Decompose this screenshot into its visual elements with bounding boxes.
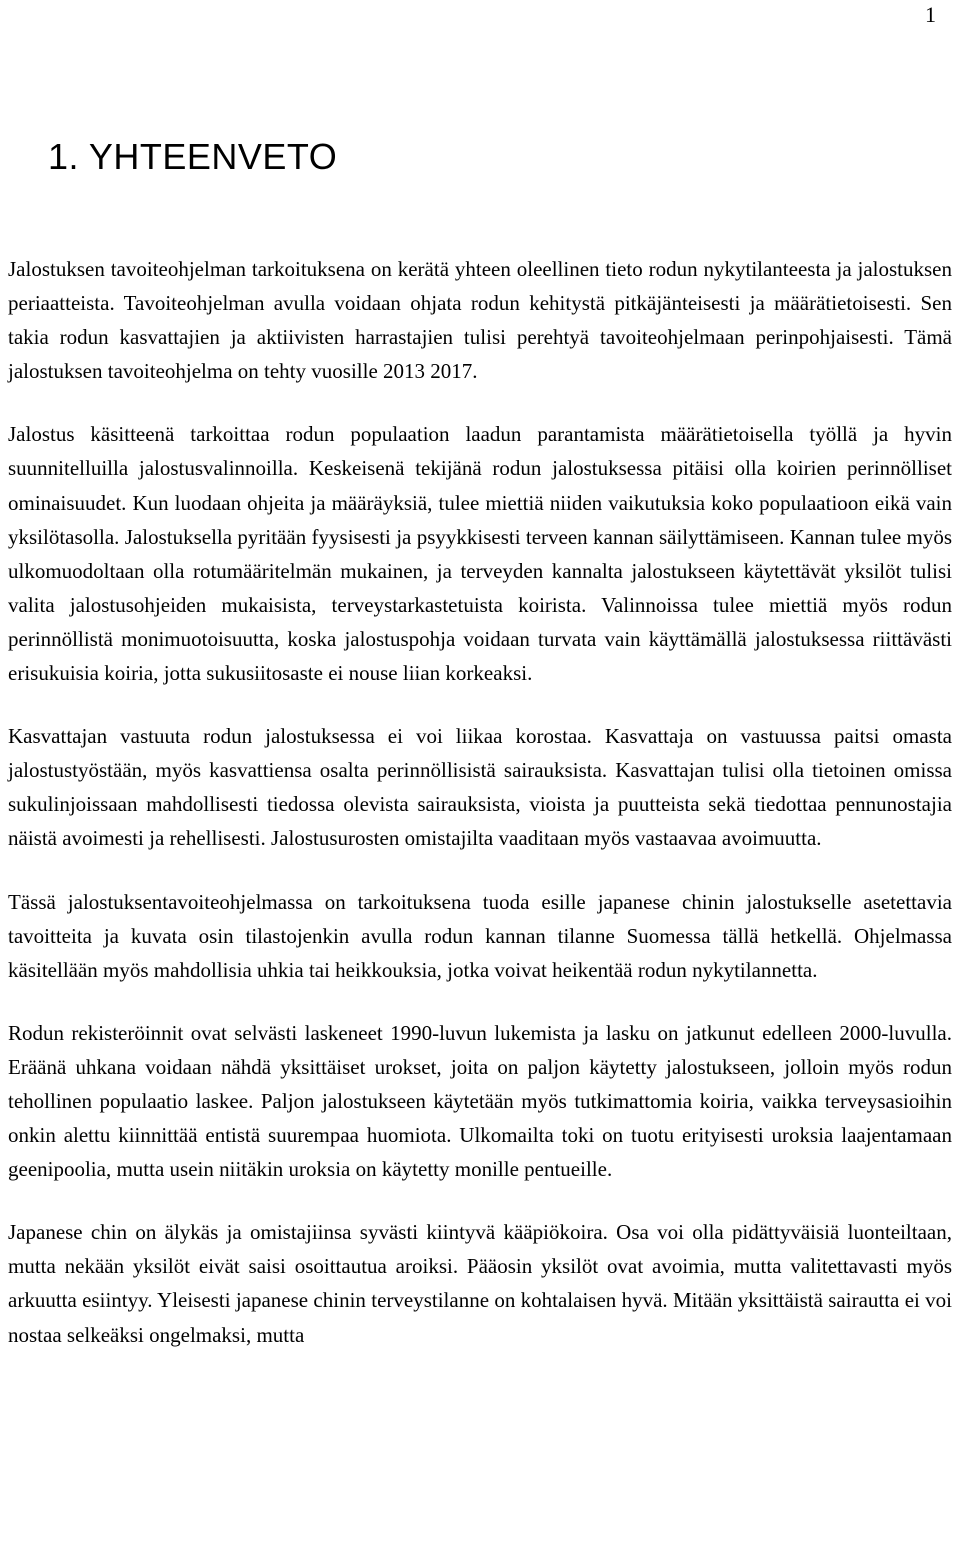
- page-number: 1: [925, 2, 936, 27]
- paragraph-purpose: Jalostuksen tavoiteohjelman tarkoituksena on kerätä yhteen oleellinen tieto rodun nykytilanteesta ja jalostuksen periaatteista. Tavoiteohjelman avulla voidaan ohjata rodun kehitystä pitkäjänteisesti ja määrätietoisesti. Sen takia rodun kasvattajien ja aktiivisten harrastajien tulisi perehtyä tavoiteohjelmaan perinpohjaisesti. Tämä jalostuksen tavoiteohjelma on tehty vuosille 2013 2017.: [8, 257, 952, 384]
- paragraph-breeder-responsibility: Kasvattajan vastuuta rodun jalostuksessa ei voi liikaa korostaa. Kasvattaja on vastuussa paitsi omasta jalostustyöstään, myös kasvattiensa osalta perinnöllisistä sairauksista. Kasvattajan tulisi olla tietoinen omissa sukulinjoissaan mahdollisesti tiedossa olevista sairauksista, vioista ja puutteista sekä tiedottaa pennunostajia näistä avoimesti ja rehellisesti. Jalostusurosten omistajilta vaaditaan myös vastaavaa avoimuutta.: [8, 724, 952, 851]
- summary-body: [8, 252, 952, 1352]
- paragraph-program-goals: Tässä jalostuksentavoiteohjelmassa on tarkoituksena tuoda esille japanese chinin jalostukselle asetettavia tavoitteita ja kuvata osin tilastojenkin avulla rodun kannan tilanne Suomessa tällä hetkellä. Ohjelmassa käsitellään myös mahdollisia uhkia tai heikkouksia, jotka voivat heikentää rodun nykytilannetta.: [8, 889, 952, 982]
- paragraph-breeding-concept: Jalostus käsitteenä tarkoittaa rodun populaation laadun parantamista määrätietoisella työllä ja hyvin suunnitelluilla jalostusvalinnoilla. Keskeisenä tekijänä rodun jalostuksessa pitäisi olla koirien perinnölliset ominaisuudet. Kun luodaan ohjeita ja määräyksiä, tulee miettiä niiden vaikutuksia koko populaatioon eikä vain yksilötasolla. Jalostuksella pyritään fyysisesti ja psyykkisesti terveen kannan säilyttämiseen. Kannan tulee myös ulkomuodoltaan olla rotumääritelmän mukainen, ja terveyden kannalta jalostukseen käytettävät yksilöt tulisi valita jalostusohjeiden mukaisista, terveystarkastetuista koirista. Valinnoissa tulee miettiä myös rodun perinnöllistä monimuotoisuutta, koska jalostuspohja voidaan turvata vain käyttämällä jalostuksessa riittävästi erisukuisia koiria, jotta sukusiitosaste ei nouse liian korkeaksi.: [8, 422, 952, 686]
- paragraph-temperament-health: Japanese chin on älykäs ja omistajiinsa syvästi kiintyvä kääpiökoira. Osa voi olla pidättyväisiä luonteiltaan, mutta nekään yksilöt eivät saisi osoittautua aroiksi. Pääosin yksilöt ovat avoimia, mutta valitettavasti myös arkuutta esiintyy. Yleisesti japanese chinin terveystilanne on kohtalaisen hyvä. Mitään yksittäistä sairautta ei voi nostaa selkeäksi ongelmaksi, mutta: [8, 1220, 952, 1347]
- paragraph-registrations: Rodun rekisteröinnit ovat selvästi laskeneet 1990-luvun lukemista ja lasku on jatkunut edelleen 2000-luvulla. Eräänä uhkana voidaan nähdä yksittäiset urokset, joita on paljon käytetty jalostukseen, jolloin myös rodun tehollinen populaatio laskee. Paljon jalostukseen käytetään myös tutkimattomia koiria, vaikka terveysasioihin onkin alettu kiinnittää entistä suurempaa huomiota. Ulkomailta toki on tuotu erityisesti uroksia laajentamaan geenipoolia, mutta usein niitäkin uroksia on käytetty monille pentueille.: [8, 1020, 952, 1182]
- section-heading: 1. YHTEENVETO: [48, 136, 338, 177]
